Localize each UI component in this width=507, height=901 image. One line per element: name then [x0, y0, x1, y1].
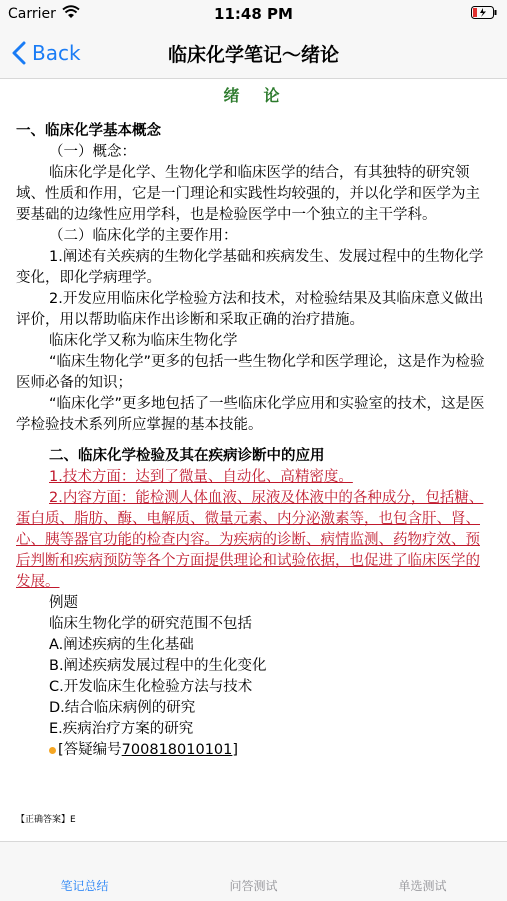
option-e: E.疾病治疗方案的研究 — [49, 721, 194, 737]
subheading: （二）临床化学的主要作用： — [49, 228, 238, 244]
option-d: D.结合临床病例的研究 — [49, 700, 196, 716]
battery-icon — [471, 6, 497, 23]
paragraph: 2.开发应用临床化学检验方法和技术，对检验结果及其临床意义做出评价，用以帮助临床作出诊断和采取正确的治疗措施。 — [16, 291, 484, 328]
status-time: 11:48 PM — [214, 5, 293, 23]
query-close: ] — [232, 742, 239, 758]
doc-title: 绪 论 — [223, 86, 284, 105]
paragraph: “临床化学”更多地包括了一些临床化学应用和实验室的技术，这是医学检验技术系列所应掌握的基本技能。 — [16, 396, 485, 433]
query-number-link[interactable]: 700818010101 — [121, 742, 233, 758]
paragraph: 临床化学是化学、生物化学和临床医学的结合，有其独特的研究领域、性质和作用，它是一门理论和实践性均较强的，并以化学和医学为主要基础的边缘性应用学科，也是检验医学中一个独立的主干学科。 — [16, 165, 480, 223]
page-title: 临床化学笔记～绪论 — [167, 44, 339, 66]
tab-single-choice[interactable]: 单选测试 — [398, 879, 447, 893]
back-label: Back — [32, 41, 81, 65]
tab-notes[interactable]: 笔记总结 — [60, 879, 109, 893]
query-label: [答疑编号 — [58, 742, 122, 758]
example-label: 例题 — [49, 595, 78, 611]
status-bar — [0, 0, 507, 28]
highlight-paragraph: 2.内容方面：能检测人体血液、尿液及体液中的各种成分，包括糖、蛋白质、脂肪、酶、电解质、微量元素、内分泌激素等，也包含肝、肾、心、胰等器官功能的检查内容。为疾病的诊断、病情监测、药物疗效、预后判断和疾病预防等各个方面提供理论和试验依据，也促进了临床医学的发展。 — [16, 490, 484, 590]
subheading: （一）概念： — [49, 144, 136, 160]
option-c: C.开发临床生化检验方法与技术 — [49, 679, 253, 695]
section-heading: 二、临床化学检验及其在疾病诊断中的应用 — [49, 448, 325, 464]
paragraph: “临床生物化学”更多的包括一些生物化学和医学理论，这是作为检验医师必备的知识； — [16, 354, 485, 391]
option-b: B.阐述疾病发展过程中的生化变化 — [49, 658, 267, 674]
note-content — [0, 79, 507, 841]
navigation-bar — [0, 28, 507, 79]
doc-body — [16, 121, 492, 761]
section-heading: 一、临床化学基本概念 — [16, 123, 161, 139]
tab-qa-test[interactable]: 问答测试 — [229, 879, 278, 893]
answer-query-line — [16, 740, 492, 761]
correct-answer: 【正确答案】E — [16, 815, 76, 825]
paragraph: 1.阐述有关疾病的生物化学基础和疾病发生、发展过程中的生物化学变化，即化学病理学。 — [16, 249, 484, 286]
tab-bar — [0, 841, 507, 901]
question-text: 临床生物化学的研究范围不包括 — [49, 616, 252, 632]
bullet-icon — [49, 747, 56, 754]
highlight-paragraph: 1.技术方面：达到了微量、自动化、高精密度。 — [49, 469, 353, 485]
carrier-label: Carrier — [8, 6, 56, 22]
option-a: A.阐述疾病的生化基础 — [49, 637, 194, 653]
paragraph: 临床化学又称为临床生物化学 — [49, 333, 238, 349]
